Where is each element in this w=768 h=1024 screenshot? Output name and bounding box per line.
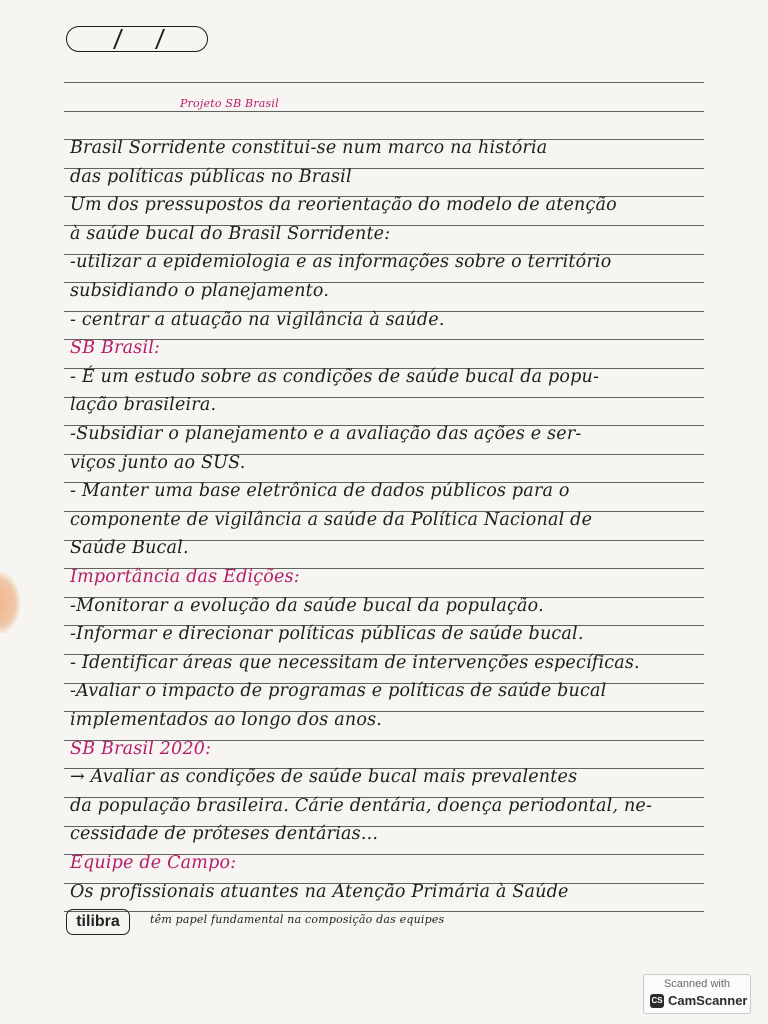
text-line: -Subsidiar o planejamento e a avaliação das ações e ser- — [70, 424, 582, 444]
text-line: viços junto ao SUS. — [70, 452, 246, 473]
camscanner-watermark — [643, 974, 751, 1014]
text-line: Um dos pressupostos da reorientação do modelo de atenção — [70, 195, 617, 216]
section-heading: Importância das Edições: — [70, 567, 300, 587]
section-heading: SB Brasil 2020: — [70, 738, 212, 759]
text-line: - centrar a atuação na vigilância à saúde. — [70, 309, 445, 330]
text-line: → Avaliar as condições de saúde bucal mais prevalentes — [70, 767, 578, 788]
ruled-line — [64, 82, 704, 83]
date-slash — [113, 29, 123, 49]
text-line: -utilizar a epidemiologia e as informações sobre o território — [70, 252, 612, 273]
text-line: implementados ao longo dos anos. — [70, 710, 383, 730]
text-line: -Monitorar a evolução da saúde bucal da população. — [70, 595, 544, 616]
text-line: têm papel fundamental na composição das equipes — [150, 913, 445, 927]
text-line: subsidiando o planejamento. — [70, 281, 330, 301]
text-line: -Avaliar o impacto de programas e políticas de saúde bucal — [70, 681, 607, 702]
text-line: Brasil Sorridente constitui-se num marco na história — [70, 138, 548, 158]
date-slash — [155, 29, 165, 49]
text-line: componente de vigilância a saúde da Política Nacional de — [70, 509, 593, 530]
text-line: das políticas públicas no Brasil — [70, 166, 352, 187]
scanner-name: CamScanner — [668, 993, 748, 1008]
text-line: Os profissionais atuantes na Atenção Primária à Saúde — [70, 881, 569, 902]
date-box — [66, 26, 208, 52]
scanner-caption: Scanned with — [663, 978, 731, 990]
text-line: - É um estudo sobre as condições de saúde bucal da popu- — [70, 366, 600, 387]
section-heading: SB Brasil: — [70, 338, 161, 359]
page-title: Projeto SB Brasil — [180, 97, 279, 110]
thumb-edge — [0, 572, 20, 634]
text-line: cessidade de próteses dentárias... — [70, 824, 379, 845]
tilibra-logo: tilibra — [66, 909, 130, 935]
text-line: à saúde bucal do Brasil Sorridente: — [70, 223, 391, 244]
camscanner-icon: CS — [650, 994, 664, 1008]
text-line: Saúde Bucal. — [70, 538, 189, 559]
text-line: - Identificar áreas que necessitam de intervenções específicas. — [70, 652, 640, 673]
text-line: - Manter uma base eletrônica de dados públicos para o — [70, 481, 570, 502]
text-line: lação brasileira. — [70, 395, 217, 416]
text-line: da população brasileira. Cárie dentária, doença periodontal, ne- — [70, 795, 653, 816]
text-line: -Informar e direcionar políticas públicas de saúde bucal. — [70, 624, 584, 645]
section-heading: Equipe de Campo: — [70, 853, 237, 873]
